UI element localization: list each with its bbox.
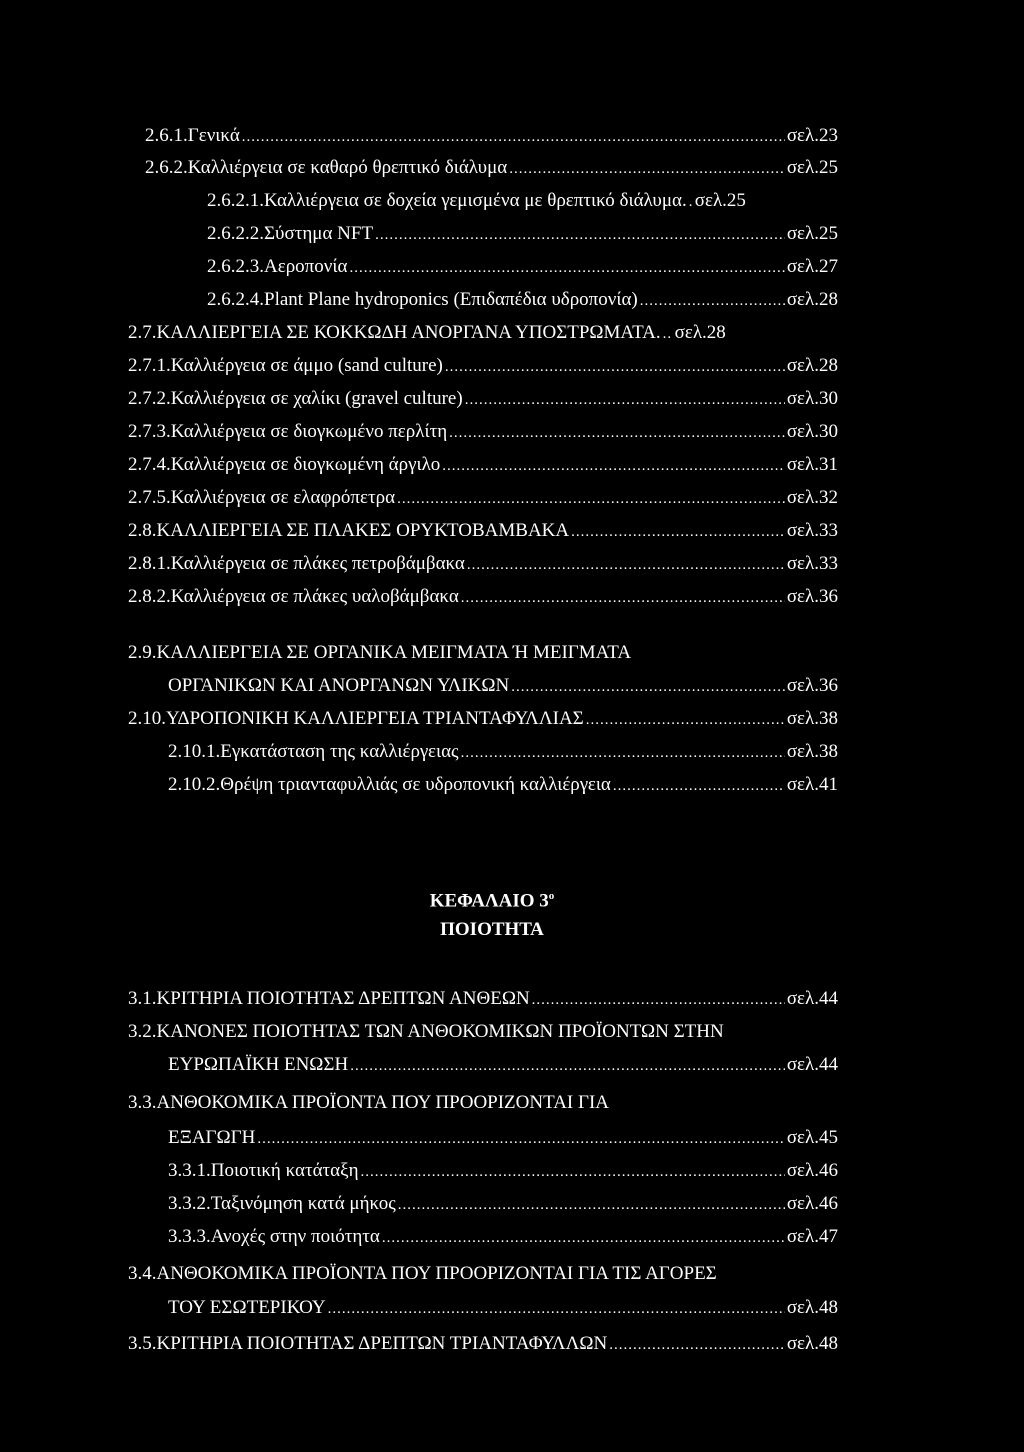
toc-entry	[128, 1332, 838, 1357]
toc-entry-page: σελ.47	[786, 1226, 838, 1247]
toc-entry-page: σελ.44	[786, 1054, 838, 1075]
toc-entry	[207, 189, 838, 214]
toc-entry	[145, 124, 838, 149]
toc-leader	[689, 189, 693, 214]
toc-entry	[168, 1296, 838, 1321]
toc-entry-title: Εγκατάσταση της καλλιέργειας	[220, 741, 459, 762]
toc-entry	[168, 674, 838, 699]
toc-entry-page: σελ.33	[786, 553, 838, 574]
toc-leader	[397, 486, 785, 511]
toc-leader	[461, 585, 785, 610]
toc-entry-title: ΚΡΙΤΗΡΙΑ ΠΟΙΟΤΗΤΑΣ ΔΡΕΠΤΩΝ ΑΝΘΕΩΝ	[156, 988, 530, 1009]
toc-entry-page: σελ.38	[786, 708, 838, 729]
toc-leader	[361, 1159, 785, 1184]
chapter-title-sup: ο	[548, 890, 555, 902]
toc-entry-title: ΤΟΥ ΕΣΩΤΕΡΙΚΟΥ	[168, 1297, 326, 1318]
toc-leader	[449, 420, 785, 445]
toc-entry-number: 3.5.	[128, 1333, 157, 1354]
toc-entry-title: Καλλιέργεια σε ελαφρόπετρα	[170, 487, 396, 508]
toc-entry	[128, 486, 838, 511]
toc-entry-number: 2.10.2.	[168, 774, 221, 795]
toc-leader	[467, 552, 785, 577]
toc-entry	[128, 420, 838, 445]
toc-leader	[609, 1332, 785, 1357]
toc-leader	[350, 1053, 785, 1078]
toc-entry	[168, 740, 838, 765]
toc-entry-number: 2.8.1.	[128, 553, 171, 574]
toc-entry-heading: 3.4.ΑΝΘΟΚΟΜΙΚΑ ΠΡΟΪΟΝΤΑ ΠΟΥ ΠΡΟΟΡΙΖΟΝΤΑΙ ΓΙΑ ΤΙΣ ΑΓΟΡΕΣ	[128, 1263, 717, 1284]
toc-entry-page: σελ.46	[786, 1193, 838, 1214]
toc-entry-page: σελ.48	[786, 1333, 838, 1354]
toc-entry-title: Καλλιέργεια σε διογκωμένη άργιλο	[170, 454, 441, 475]
toc-entry-title: ΥΔΡΟΠΟΝΙΚΗ ΚΑΛΛΙΕΡΓΕΙΑ ΤΡΙΑΝΤΑΦΥΛΛΙΑΣ	[166, 708, 584, 729]
toc-leader	[375, 222, 785, 247]
toc-entry-page: σελ.25	[786, 157, 838, 178]
toc-leader	[613, 773, 785, 798]
toc-leader	[511, 674, 785, 699]
toc-entry-page: σελ.41	[786, 774, 838, 795]
toc-entry-page: σελ.28	[786, 289, 838, 310]
toc-entry-title: ΟΡΓΑΝΙΚΩΝ ΚΑΙ ΑΝΟΡΓΑΝΩΝ ΥΛΙΚΩΝ	[168, 675, 510, 696]
toc-leader	[349, 255, 784, 280]
toc-entry-number: 3.3.2.	[168, 1193, 211, 1214]
toc-entry-number: 2.6.2.1.	[207, 190, 264, 211]
toc-entry-title: Ποιοτική κατάταξη	[210, 1160, 359, 1181]
toc-entry	[168, 1159, 838, 1184]
toc-entry-title: Καλλιέργεια σε χαλίκι (gravel culture)	[170, 388, 463, 409]
toc-entry-number: 2.6.2.4.	[207, 289, 264, 310]
chapter-title-text: ΚΕΦΑΛΑΙΟ 3	[429, 890, 549, 912]
toc-leader	[398, 1192, 785, 1217]
toc-entry-title: Ταξινόμηση κατά μήκος	[210, 1193, 396, 1214]
toc-entry-title: Γενικά	[187, 125, 240, 146]
toc-entry	[128, 453, 838, 478]
chapter-title	[0, 884, 984, 913]
toc-leader	[509, 156, 785, 181]
toc-leader	[663, 321, 673, 346]
toc-entry-number: 3.3.1.	[168, 1160, 211, 1181]
toc-entry-page: σελ.25	[694, 190, 746, 211]
toc-entry-number: 2.7.5.	[128, 487, 171, 508]
toc-entry-page: σελ.25	[786, 223, 838, 244]
toc-entry	[128, 387, 838, 412]
toc-entry-heading: 3.2.ΚΑΝΟΝΕΣ ΠΟΙΟΤΗΤΑΣ ΤΩΝ ΑΝΘΟΚΟΜΙΚΩΝ ΠΡΟΪΟΝΤΩΝ ΣΤΗΝ	[128, 1021, 724, 1042]
toc-entry	[128, 987, 838, 1012]
toc-entry-number: 2.10.	[128, 708, 166, 729]
toc-entry-number: 2.6.2.2.	[207, 223, 264, 244]
toc-leader	[257, 1126, 784, 1151]
toc-leader	[532, 987, 785, 1012]
toc-entry-number: 3.3.3.	[168, 1226, 211, 1247]
toc-leader	[465, 387, 785, 412]
toc-entry-title: Καλλιέργεια σε πλάκες πετροβάμβακα	[170, 553, 465, 574]
toc-leader	[328, 1296, 785, 1321]
toc-entry	[145, 156, 838, 181]
toc-entry-heading: 3.3.ΑΝΘΟΚΟΜΙΚΑ ΠΡΟΪΟΝΤΑ ΠΟΥ ΠΡΟΟΡΙΖΟΝΤΑΙ ΓΙΑ	[128, 1092, 610, 1113]
toc-entry-page: σελ.44	[786, 988, 838, 1009]
toc-entry-number: 2.7.2.	[128, 388, 171, 409]
toc-entry	[128, 354, 838, 379]
toc-entry-title: Σύστημα NFT	[264, 223, 374, 244]
toc-entry-page: σελ.45	[786, 1127, 838, 1148]
toc-entry-number: 2.7.4.	[128, 454, 171, 475]
toc-entry-title: Καλλιέργεια σε πλάκες υαλοβάμβακα	[170, 586, 459, 607]
toc-entry-title: Ανοχές στην ποιότητα	[210, 1226, 380, 1247]
toc-leader	[382, 1225, 785, 1250]
toc-entry-number: 2.7.	[128, 322, 157, 343]
toc-entry-page: σελ.23	[786, 125, 838, 146]
toc-entry	[207, 288, 838, 313]
toc-entry-number: 2.10.1.	[168, 741, 221, 762]
toc-entry-title: ΕΥΡΩΠΑΪΚΗ ΕΝΩΣΗ	[168, 1054, 349, 1075]
toc-entry-page: σελ.30	[786, 388, 838, 409]
toc-entry-number: 2.8.2.	[128, 586, 171, 607]
toc-leader	[461, 740, 785, 765]
toc-entry-page: σελ.28	[674, 322, 726, 343]
toc-leader	[442, 453, 785, 478]
toc-entry-title: ΚΑΛΛΙΕΡΓΕΙΑ ΣΕ ΚΟΚΚΩΔΗ ΑΝΟΡΓΑΝΑ ΥΠΟΣΤΡΩΜΑΤΑ.	[156, 322, 661, 343]
toc-leader	[242, 124, 785, 149]
toc-entry-heading: 2.9.ΚΑΛΛΙΕΡΓΕΙΑ ΣΕ ΟΡΓΑΝΙΚΑ ΜΕΙΓΜΑΤΑ Ή ΜΕΙΓΜΑΤΑ	[128, 642, 632, 663]
toc-entry	[168, 773, 838, 798]
toc-entry-title: ΚΑΛΛΙΕΡΓΕΙΑ ΣΕ ΠΛΑΚΕΣ ΟΡΥΚΤΟΒΑΜΒΑΚΑ	[156, 520, 570, 541]
toc-entry-title: Καλλιέργεια σε δοχεία γεμισμένα με θρεπτικό διάλυμα.	[264, 190, 687, 211]
toc-entry-number: 3.1.	[128, 988, 157, 1009]
toc-entry	[168, 1126, 838, 1151]
toc-entry	[207, 222, 838, 247]
toc-entry-page: σελ.32	[786, 487, 838, 508]
toc-entry-page: σελ.30	[786, 421, 838, 442]
toc-leader	[445, 354, 785, 379]
toc-entry-title: Καλλιέργεια σε καθαρό θρεπτικό διάλυμα	[187, 157, 508, 178]
toc-entry	[128, 585, 838, 610]
toc-entry	[168, 1192, 838, 1217]
toc-entry	[168, 1225, 838, 1250]
toc-entry-number: 2.8.	[128, 520, 157, 541]
toc-leader	[586, 707, 785, 732]
toc-entry-title: Plant Plane hydroponics (Επιδαπέδια υδροπονία)	[264, 289, 638, 310]
toc-entry-page: σελ.46	[786, 1160, 838, 1181]
toc-entry	[168, 1053, 838, 1078]
toc-entry-page: σελ.36	[786, 675, 838, 696]
toc-entry-number: 2.6.1.	[145, 125, 188, 146]
toc-entry-number: 2.6.2.	[145, 157, 188, 178]
toc-entry-page: σελ.38	[786, 741, 838, 762]
toc-entry-page: σελ.48	[786, 1297, 838, 1318]
toc-leader	[571, 519, 785, 544]
toc-entry-title: Θρέψη τριανταφυλλιάς σε υδροπονική καλλιέργεια	[220, 774, 611, 795]
toc-entry	[128, 519, 838, 544]
toc-entry-page: σελ.33	[786, 520, 838, 541]
chapter-subtitle: ΠΟΙΟΤΗΤΑ	[440, 919, 544, 940]
toc-entry-page: σελ.36	[786, 586, 838, 607]
toc-entry-title: Καλλιέργεια σε άμμο (sand culture)	[170, 355, 443, 376]
toc-entry-number: 2.7.3.	[128, 421, 171, 442]
toc-entry-page: σελ.27	[786, 256, 838, 277]
toc-entry-page: σελ.28	[786, 355, 838, 376]
toc-entry-number: 2.7.1.	[128, 355, 171, 376]
toc-entry	[128, 321, 838, 346]
toc-entry-title: Καλλιέργεια σε διογκωμένο περλίτη	[170, 421, 448, 442]
toc-entry-title: Αεροπονία	[264, 256, 348, 277]
toc-entry-page: σελ.31	[786, 454, 838, 475]
toc-entry	[128, 552, 838, 577]
toc-entry-title: ΕΞΑΓΩΓΗ	[168, 1127, 256, 1148]
toc-entry-title: ΚΡΙΤΗΡΙΑ ΠΟΙΟΤΗΤΑΣ ΔΡΕΠΤΩΝ ΤΡΙΑΝΤΑΦΥΛΛΩΝ	[156, 1333, 608, 1354]
toc-entry	[128, 707, 838, 732]
toc-leader	[640, 288, 785, 313]
toc-entry	[207, 255, 838, 280]
toc-entry-number: 2.6.2.3.	[207, 256, 264, 277]
